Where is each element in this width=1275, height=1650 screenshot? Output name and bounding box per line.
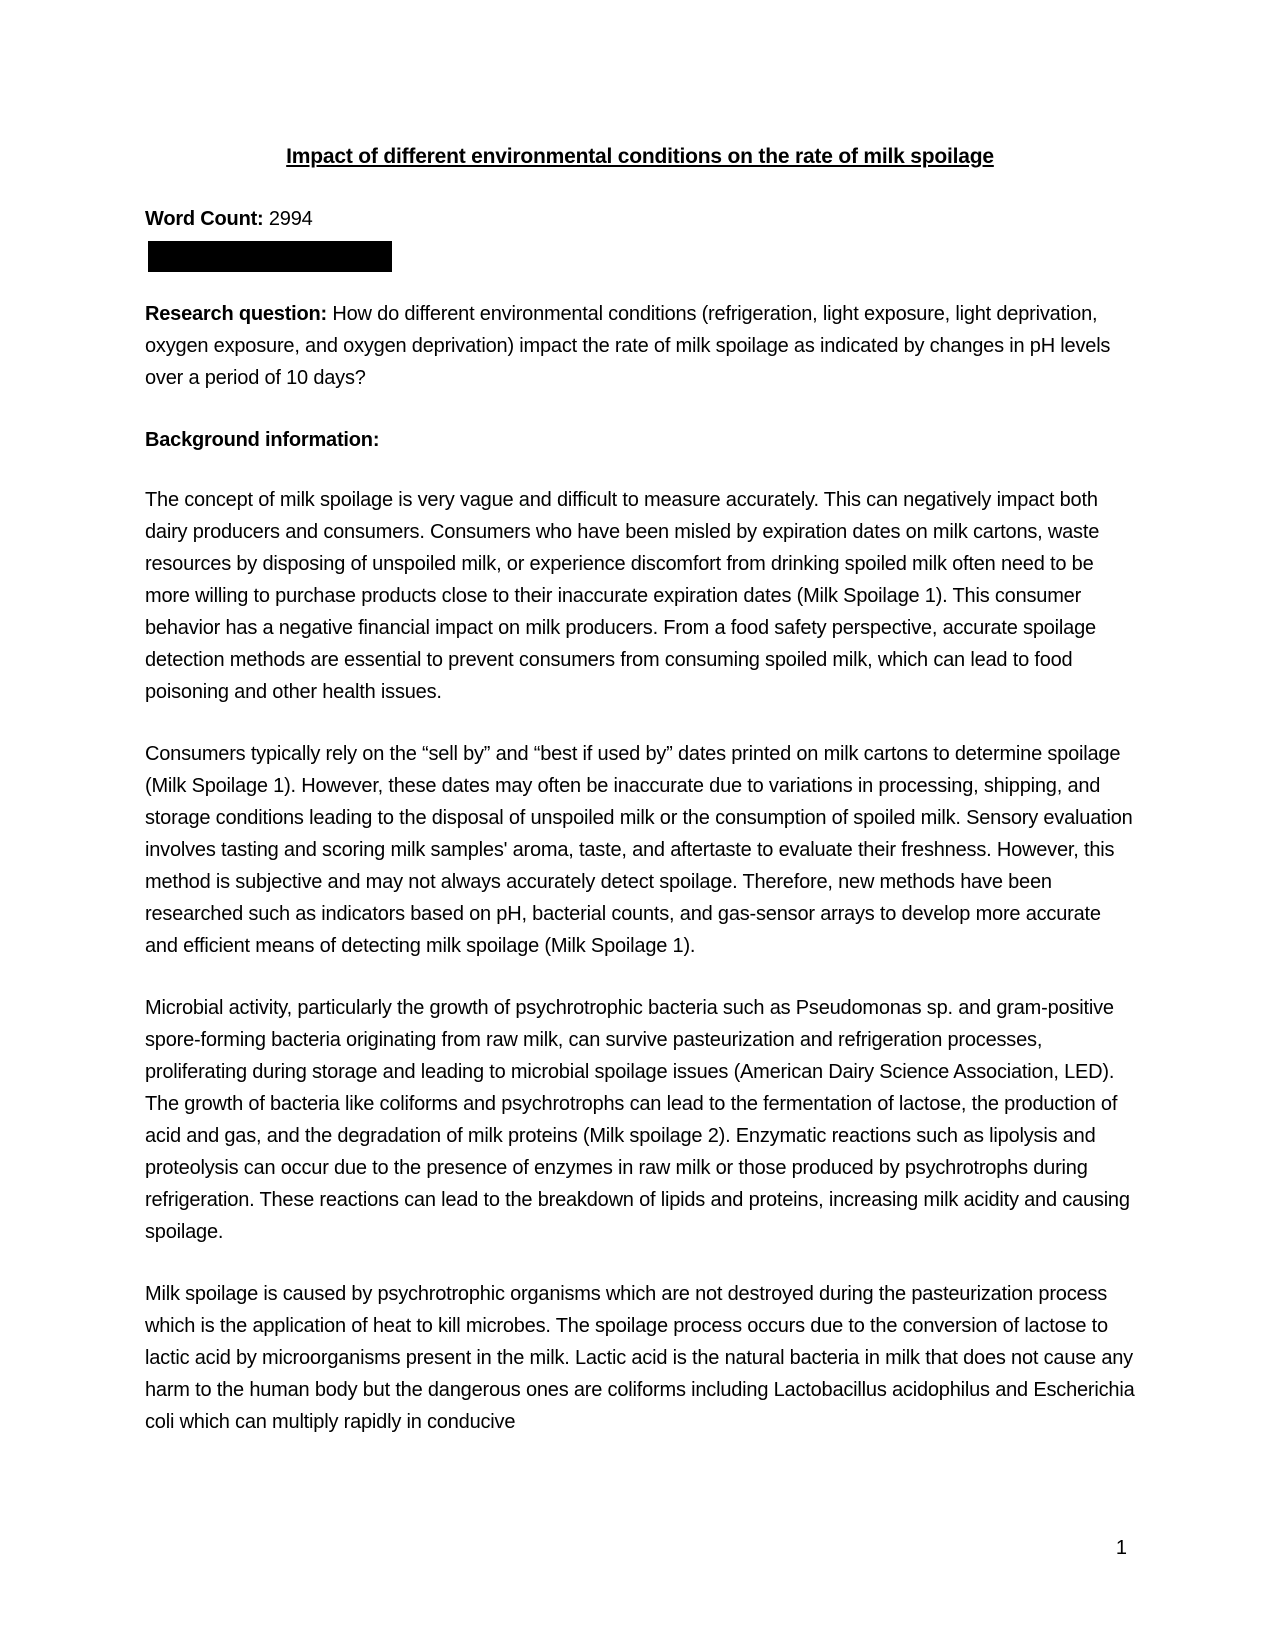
body-paragraph-2: Consumers typically rely on the “sell by” and “best if used by” dates printed on milk cartons to determine spoilage (Milk Spoilage 1). However, these dates may often be inaccurate due to variations in processing, shipping, and storage conditions leading to the disposal of unspoiled milk or the consumption of spoiled milk. Sensory evaluation involves tasting and scoring milk samples' aroma, taste, and aftertaste to evaluate their freshness. However, this method is subjective and may not always accurately detect spoilage. Therefore, new methods have been researched such as indicators based on pH, bacterial counts, and gas-sensor arrays to develop more accurate and efficient means of detecting milk spoilage (Milk Spoilage 1).: [145, 743, 1133, 957]
word-count-value: 2994: [268, 208, 313, 230]
word-count-label: Word Count:: [145, 208, 264, 230]
research-question-text: How do different environmental conditions (refrigeration, light exposure, light deprivation, oxygen exposure, and oxygen deprivation) impact the rate of milk spoilage as indicated by changes in pH levels over a period of 10 days?: [145, 303, 1111, 389]
word-count-line: [145, 203, 1135, 235]
research-question-paragraph: [145, 298, 1135, 394]
body-paragraph-1: The concept of milk spoilage is very vague and difficult to measure accurately. This can negatively impact both dairy producers and consumers. Consumers who have been misled by expiration dates on milk cartons, waste resources by disposing of unspoiled milk, or experience discomfort from drinking spoiled milk often need to be more willing to purchase products close to their inaccurate expiration dates (Milk Spoilage 1). This consumer behavior has a negative financial impact on milk producers. From a food safety perspective, accurate spoilage detection methods are essential to prevent consumers from consuming spoiled milk, which can lead to food poisoning and other health issues.: [145, 489, 1100, 703]
document-content: [145, 141, 1135, 1468]
redacted-text-bar: [148, 241, 392, 272]
page-number: 1: [1115, 1537, 1127, 1559]
research-question-label: Research question:: [145, 303, 328, 325]
body-paragraph-3: Microbial activity, particularly the growth of psychrotrophic bacteria such as Pseudomonas sp. and gram-positive spore-forming bacteria originating from raw milk, can survive pasteurization and refrigeration processes, proliferating during storage and leading to microbial spoilage issues (American Dairy Science Association, LED). The growth of bacteria like coliforms and psychrotrophs can lead to the fermentation of lactose, the production of acid and gas, and the degradation of milk proteins (Milk spoilage 2). Enzymatic reactions such as lipolysis and proteolysis can occur due to the presence of enzymes in raw milk or those produced by psychrotrophs during refrigeration. These reactions can lead to the breakdown of lipids and proteins, increasing milk acidity and causing spoilage.: [145, 997, 1130, 1243]
section-heading-background-information: Background information:: [145, 429, 380, 451]
document-title: Impact of different environmental conditions on the rate of milk spoilage: [286, 145, 994, 168]
body-paragraph-4: Milk spoilage is caused by psychrotrophic organisms which are not destroyed during the pasteurization process which is the application of heat to kill microbes. The spoilage process occurs due to the conversion of lactose to lactic acid by microorganisms present in the milk. Lactic acid is the natural bacteria in milk that does not cause any harm to the human body but the dangerous ones are coliforms including Lactobacillus acidophilus and Escherichia coli which can multiply rapidly in conducive: [145, 1283, 1135, 1433]
